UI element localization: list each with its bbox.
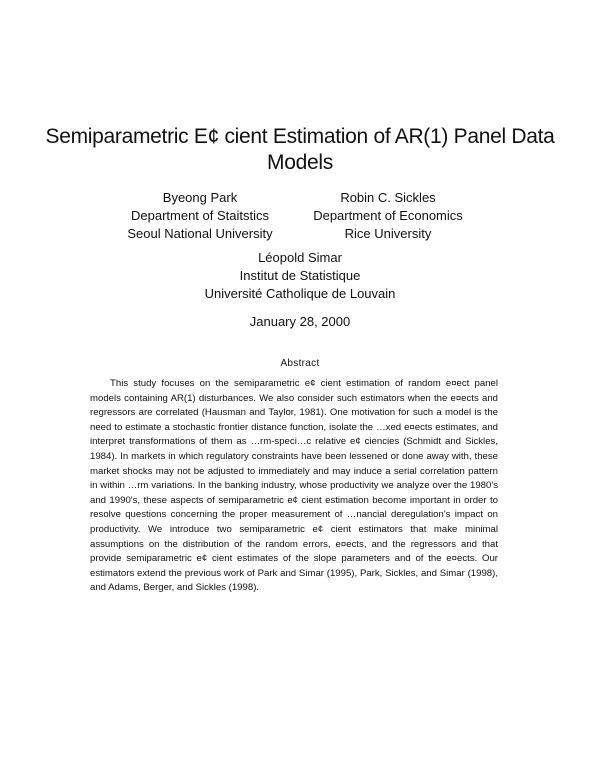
abstract-heading: Abstract	[280, 358, 320, 369]
abstract-body: This study focuses on the semiparametric e¢ cient estimation of random e¤ect panel models containing AR(1) disturbances. We also consider such estimators when the e¤ects and regressors are correlated (Hausman and Taylor, 1981). One motivation for such a model is the need to estimate a stochastic frontier distance function, isolate the …xed e¤ects estimates, and interpret transformations of them as …rm-speci…c relative e¢ ciencies (Schmidt and Sickles, 1984). In markets in which regulatory constraints have been lessened or done away with, these market shocks may not be adjusted to immediately and may induce a serial correlation pattern in within …rm variations. In the banking industry, whose productivity we analyze over the 1980's and 1990's, these aspects of semiparametric e¢ cient estimation become important in order to resolve questions concerning the proper measurement of …nancial deregulation's impact on productivity. We introduce two semiparametric e¢ cient estimators that make minimal assumptions on the distribution of the random errors, e¤ects, and the regressors and that provide semiparametric e¢ cient estimates of the slope parameters and of the e¤ects. Our estimators extend the previous work of Park and Simar (1995), Park, Sickles, and Simar (1998), and Adams, Berger, and Sickles (1998).	[90, 378, 498, 594]
author-name: Léopold Simar	[258, 250, 342, 265]
author-institution: Rice University	[344, 226, 432, 241]
author-block-park	[100, 189, 300, 243]
author-institution: Seoul National University	[127, 226, 273, 241]
paper-date: January 28, 2000	[249, 314, 351, 329]
author-department: Department of Economics	[313, 208, 463, 223]
author-department: Institut de Statistique	[239, 268, 361, 283]
author-name: Robin C. Sickles	[340, 190, 436, 205]
author-name: Byeong Park	[162, 190, 238, 205]
authors-row	[0, 189, 600, 249]
author-block-sickles	[288, 189, 488, 243]
author-institution: Université Catholique de Louvain	[204, 286, 396, 301]
paper-title: Semiparametric E¢ cient Estimation of AR(1) Panel Data Models	[45, 125, 555, 174]
author-department: Department of Staitstics	[131, 208, 269, 223]
author-block-simar	[150, 249, 450, 303]
